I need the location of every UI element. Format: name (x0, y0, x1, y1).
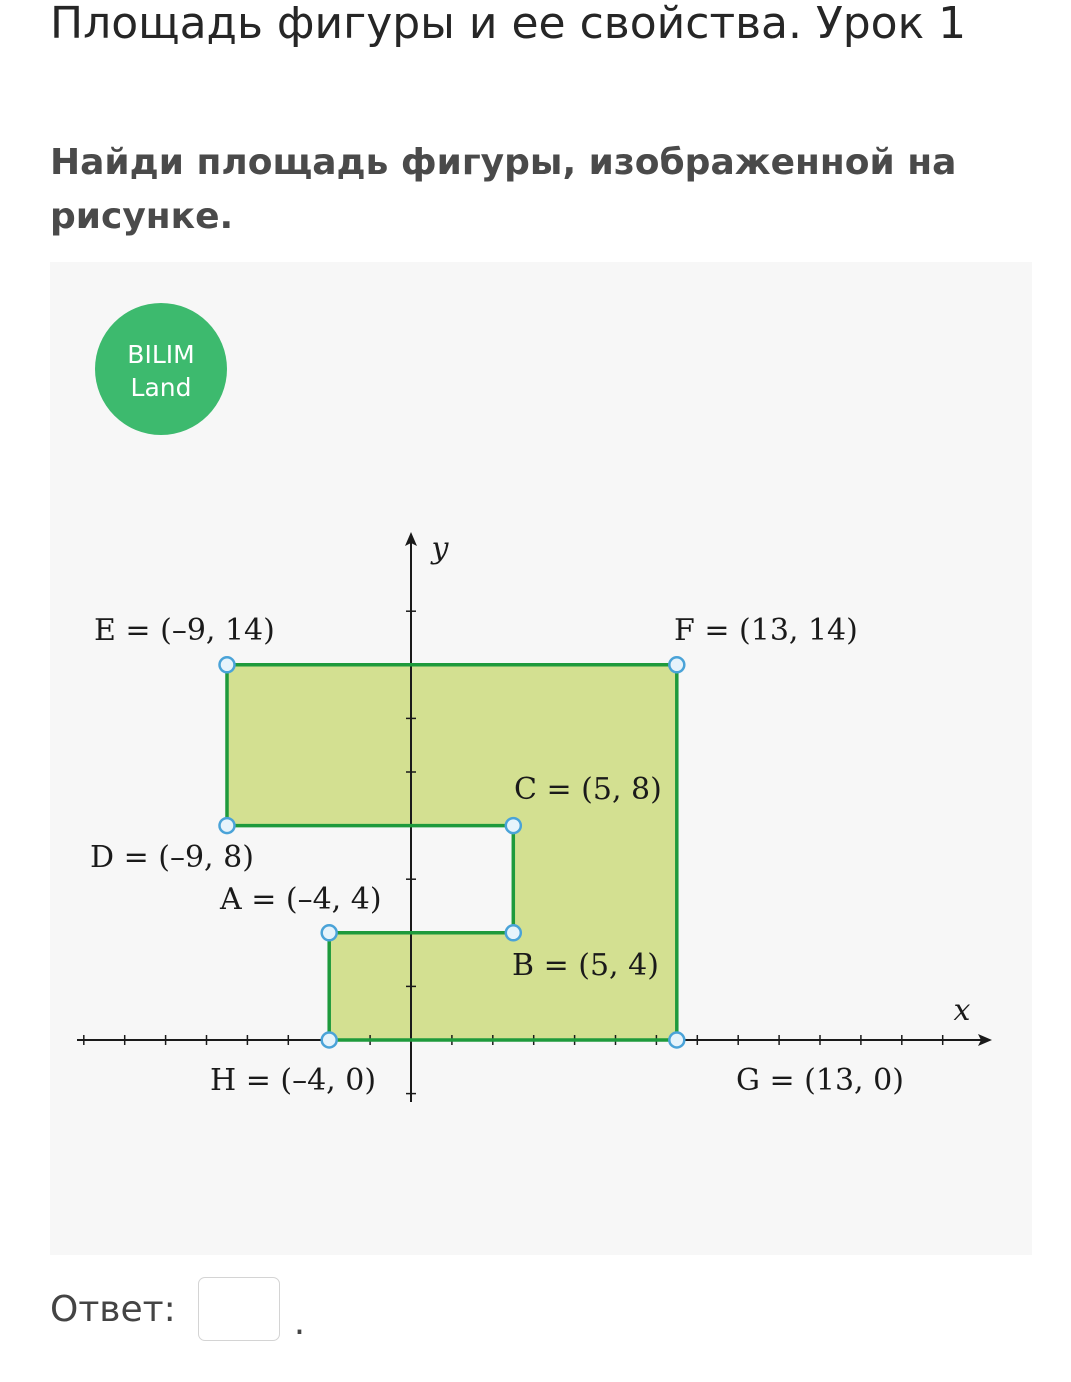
figure-panel (50, 262, 1032, 1255)
y-axis-label: y (431, 531, 449, 566)
logo-line2: Land (130, 373, 192, 402)
vertex-point-g (669, 1033, 684, 1048)
point-label-b: B = (5, 4) (512, 948, 659, 983)
point-label-a: A = (–4, 4) (220, 882, 382, 917)
answer-input[interactable] (198, 1277, 280, 1341)
answer-row (50, 1276, 305, 1342)
figure-image (50, 262, 1032, 1255)
vertex-point-a (322, 925, 337, 940)
point-label-e: E = (–9, 14) (94, 613, 275, 648)
answer-label: Ответ: (50, 1288, 176, 1330)
point-label-d: D = (–9, 8) (90, 840, 254, 875)
point-label-h: H = (–4, 0) (210, 1063, 377, 1098)
x-axis-label: x (953, 993, 971, 1028)
answer-suffix: . (293, 1301, 306, 1343)
logo-line1: BILIM (127, 340, 195, 369)
lesson-title: Площадь фигуры и ее свойства. Урок 1 (50, 0, 967, 49)
vertex-point-c (506, 818, 521, 833)
point-label-c: C = (5, 8) (514, 772, 662, 807)
figure-polygon (227, 665, 677, 1040)
vertex-point-b (506, 925, 521, 940)
vertex-point-f (669, 657, 684, 672)
vertex-point-d (220, 818, 235, 833)
point-label-g: G = (13, 0) (736, 1063, 904, 1098)
bilim-land-logo (95, 303, 227, 435)
point-label-f: F = (13, 14) (674, 613, 858, 648)
logo-circle (95, 303, 227, 435)
vertex-point-h (322, 1033, 337, 1048)
vertex-point-e (220, 657, 235, 672)
question-text: Найди площадь фигуры, изображенной на рисунке. (50, 142, 957, 237)
